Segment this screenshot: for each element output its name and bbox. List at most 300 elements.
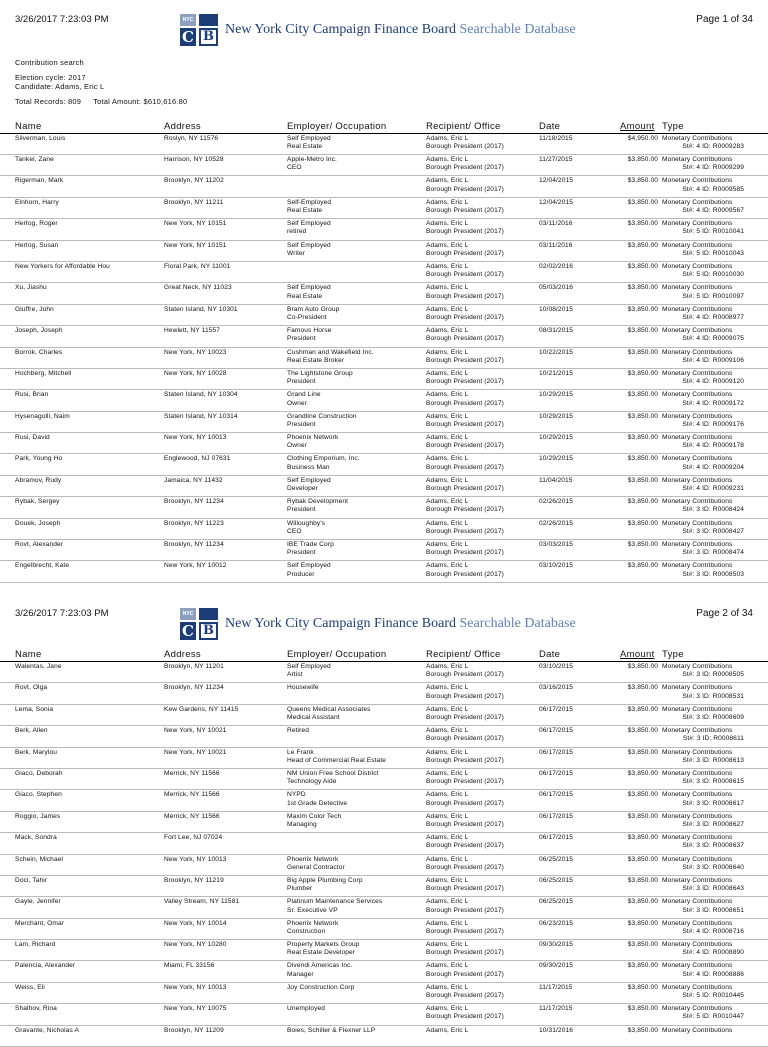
employer-occupation: Phoenix Network Construction <box>287 919 339 935</box>
col-date: Date <box>539 649 561 660</box>
contribution-amount: $3,850.00 <box>627 455 658 463</box>
employer-occupation: Apple-Metro Inc. CEO <box>287 156 337 172</box>
contribution-date: 06/17/2015 <box>539 727 574 735</box>
contribution-date: 10/29/2015 <box>539 455 574 463</box>
recipient-office: Adams, Eric L Borough President (2017) <box>426 327 504 343</box>
contributor-name: Borrok, Charles <box>15 348 63 356</box>
contributor-name: Gayle, Jennifer <box>15 898 61 906</box>
contribution-type: Monetary Contributions St#: 4 ID: R0009299 <box>662 156 762 172</box>
statement-id: St#: 4 ID: R0008890 <box>682 949 744 957</box>
employer-occupation: Self Employed Producer <box>287 562 331 578</box>
contributor-address: Merrick, NY 11566 <box>164 812 220 820</box>
report-page-1 <box>0 14 768 583</box>
statement-id: St#: 5 ID: R0010041 <box>682 228 744 236</box>
contributor-address: Brooklyn, NY 11234 <box>164 684 224 692</box>
recipient-office: Adams, Eric L Borough President (2017) <box>426 541 504 557</box>
contribution-amount: $3,850.00 <box>627 305 658 313</box>
contribution-date: 08/31/2015 <box>539 327 574 335</box>
contributor-name: Gravante, Nicholas A <box>15 1026 79 1034</box>
recipient-office: Adams, Eric L Borough President (2017) <box>426 156 504 172</box>
table-row <box>0 561 768 582</box>
recipient-office: Adams, Eric L Borough President (2017) <box>426 962 504 978</box>
page-number: Page 1 of 34 <box>696 14 753 25</box>
contributor-address: Valley Stream, NY 11581 <box>164 898 240 906</box>
table-row <box>0 412 768 433</box>
table-row <box>0 326 768 347</box>
contribution-amount: $3,850.00 <box>627 541 658 549</box>
contribution-table <box>0 662 768 1047</box>
table-row <box>0 961 768 982</box>
contribution-type: Monetary Contributions St#: 3 ID: R0008615 <box>662 770 762 786</box>
employer-occupation: Property Markets Group Real Estate Developer <box>287 941 360 957</box>
table-row <box>0 748 768 769</box>
table-row <box>0 241 768 262</box>
employer-occupation: Self Employed Real Estate <box>287 134 331 150</box>
contribution-amount: $3,850.00 <box>627 562 658 570</box>
table-row <box>0 497 768 518</box>
employer-occupation: Self Employed Artist <box>287 663 331 679</box>
contribution-date: 02/26/2015 <box>539 519 574 527</box>
statement-id: St#: 4 ID: R0009172 <box>682 399 744 407</box>
contributor-name: Rusi, Brian <box>15 391 49 399</box>
contributor-name: Giaco, Stephen <box>15 791 62 799</box>
contribution-type: Monetary Contributions St#: 4 ID: R0008977 <box>662 306 762 322</box>
contribution-type: Monetary Contributions St#: 4 ID: R0009283 <box>662 135 762 151</box>
contributor-name: Berk, Marylou <box>15 748 57 756</box>
contribution-date: 06/17/2015 <box>539 791 574 799</box>
contribution-amount: $3,850.00 <box>627 434 658 442</box>
contribution-date: 02/26/2015 <box>539 498 574 506</box>
contribution-date: 09/30/2015 <box>539 962 574 970</box>
contributor-name: Rybak, Sergey <box>15 498 60 506</box>
employer-occupation: Self Employed Writer <box>287 241 331 257</box>
col-date: Date <box>539 120 561 132</box>
employer-occupation: Grandline Construction President <box>287 412 357 428</box>
total-amount: Total Amount: $610,616.80 <box>93 96 188 106</box>
contribution-amount: $3,850.00 <box>627 898 658 906</box>
contribution-amount: $3,850.00 <box>627 834 658 842</box>
employer-occupation: Divendi Americas Inc. Manager <box>287 962 353 978</box>
contribution-amount: $3,850.00 <box>627 369 658 377</box>
contribution-date: 03/10/2015 <box>539 562 574 570</box>
column-headers <box>0 120 768 134</box>
employer-occupation: Grand Line Owner <box>287 391 321 407</box>
contribution-date: 10/31/2016 <box>539 1026 574 1034</box>
contributor-name: Giaco, Deborah <box>15 769 63 777</box>
contributor-name: Lam, Richard <box>15 941 56 949</box>
page-header <box>0 608 768 648</box>
cfb-logo-title: New York City Campaign Finance Board Searchable Database <box>225 616 576 631</box>
contribution-date: 10/08/2015 <box>539 305 574 313</box>
recipient-office: Adams, Eric L Borough President (2017) <box>426 898 504 914</box>
contributor-name: Douek, Joseph <box>15 519 61 527</box>
contributor-address: Brooklyn, NY 11234 <box>164 541 224 549</box>
recipient-office: Adams, Eric L Borough President (2017) <box>426 876 504 893</box>
statement-id: St#: 3 ID: R0008615 <box>682 778 744 786</box>
contributor-name: Merchant, Omar <box>15 919 65 927</box>
contribution-amount: $3,850.00 <box>627 791 658 799</box>
contribution-type: Monetary Contributions St#: 4 ID: R0009176 <box>662 413 762 429</box>
contribution-type: Monetary Contributions St#: 3 ID: R0008651 <box>662 898 762 914</box>
contributor-address: Kew Gardens, NY 11415 <box>164 705 239 713</box>
contributor-name: Weiss, Eli <box>15 983 45 991</box>
contribution-table <box>0 134 768 583</box>
contribution-amount: $3,850.00 <box>627 769 658 777</box>
contributor-address: Harrison, NY 10528 <box>164 156 224 163</box>
employer-occupation: Willoughby's CEO <box>287 519 326 535</box>
contribution-type: Monetary Contributions St#: 4 ID: R0008890 <box>662 941 762 957</box>
contribution-date: 06/17/2015 <box>539 748 574 756</box>
employer-occupation: Boies, Schiller & Flexner LLP <box>287 1026 376 1034</box>
contributor-address: New York, NY 10151 <box>164 241 227 249</box>
contribution-amount: $3,850.00 <box>627 941 658 949</box>
contributor-name: Abramov, Rudy <box>15 476 62 484</box>
contributor-address: Brooklyn, NY 11234 <box>164 498 224 506</box>
contribution-amount: $3,850.00 <box>627 198 658 206</box>
table-row <box>0 305 768 326</box>
recipient-office: Adams, Eric L Borough President (2017) <box>426 369 504 386</box>
contribution-type: Monetary Contributions St#: 4 ID: R0009120 <box>662 370 762 386</box>
election-cycle: Election cycle: 2017 <box>15 73 86 83</box>
recipient-office: Adams, Eric L Borough President (2017) <box>426 1005 504 1021</box>
contribution-amount: $3,850.00 <box>627 519 658 527</box>
employer-occupation: Self Employed Real Estate <box>287 284 331 300</box>
contributor-address: New York, NY 10021 <box>164 727 227 735</box>
contribution-amount: $3,850.00 <box>627 241 658 249</box>
contribution-date: 05/03/2016 <box>539 284 574 292</box>
employer-occupation: Housewife <box>287 684 319 692</box>
contribution-date: 06/17/2015 <box>539 812 574 820</box>
employer-occupation: The Lightstone Group President <box>287 369 353 386</box>
contribution-amount: $3,850.00 <box>627 876 658 884</box>
contribution-date: 11/04/2015 <box>539 476 573 484</box>
contributor-address: New York, NY 10012 <box>164 562 227 570</box>
contributor-name: Hysenagolli, Naim <box>15 412 70 420</box>
contributor-address: New York, NY 10014 <box>164 919 227 927</box>
statement-id: St#: 4 ID: R0009075 <box>682 335 744 343</box>
statement-id: St#: 3 ID: R0008424 <box>682 506 744 514</box>
employer-occupation: Le Frank Head of Commercial Real Estate <box>287 748 387 764</box>
table-row <box>0 662 768 683</box>
contributor-name: Joseph, Joseph <box>15 327 63 335</box>
recipient-office: Adams, Eric L Borough President (2017) <box>426 198 504 214</box>
col-address: Address <box>164 649 201 660</box>
statement-id: St#: 5 ID: R0010043 <box>682 249 744 257</box>
col-amount[interactable]: Amount <box>620 649 655 660</box>
contributor-address: Great Neck, NY 11023 <box>164 284 232 292</box>
employer-occupation: Queens Medical Associates Medical Assistant <box>287 705 371 721</box>
contribution-date: 06/25/2015 <box>539 855 574 863</box>
contribution-date: 12/04/2015 <box>539 198 574 206</box>
contribution-date: 03/11/2016 <box>539 220 573 228</box>
contribution-type: Monetary Contributions St#: 4 ID: R0009172 <box>662 391 762 407</box>
contribution-date: 03/16/2015 <box>539 684 574 692</box>
employer-occupation <box>287 177 419 185</box>
statement-id: St#: 4 ID: R0009283 <box>682 142 744 150</box>
contribution-date: 10/29/2015 <box>539 434 574 442</box>
employer-occupation: Cushman and Wakefield Inc. Real Estate Broker <box>287 348 374 364</box>
statement-id: St#: 3 ID: R0008627 <box>682 820 744 828</box>
contributor-address: Staten Island, NY 10304 <box>164 391 238 399</box>
recipient-office: Adams, Eric L Borough President (2017) <box>426 684 504 700</box>
table-row <box>0 519 768 540</box>
employer-occupation <box>287 834 419 842</box>
table-row <box>0 348 768 369</box>
contribution-type: Monetary Contributions St#: 3 ID: R0008474 <box>662 541 762 557</box>
statement-id: St#: 4 ID: R0008886 <box>682 970 744 978</box>
cfb-logo-title: New York City Campaign Finance Board Searchable Database <box>225 22 576 37</box>
col-address: Address <box>164 120 201 132</box>
contribution-amount: $3,850.00 <box>627 284 658 292</box>
contributor-name: Rovt, Alexander <box>15 541 64 549</box>
contribution-date: 06/17/2015 <box>539 834 574 842</box>
contributor-name: Shalhov, Rina <box>15 1005 57 1013</box>
contribution-amount: $3,850.00 <box>627 684 658 692</box>
employer-occupation: Rybak Development President <box>287 498 349 514</box>
contribution-date: 10/29/2015 <box>539 412 574 420</box>
table-row <box>0 983 768 1004</box>
contributor-address: New York, NY 10021 <box>164 748 227 756</box>
contributor-name: Doci, Tahir <box>15 876 48 884</box>
column-headers <box>0 648 768 662</box>
search-meta <box>0 58 768 92</box>
contribution-date: 06/23/2015 <box>539 919 574 927</box>
recipient-office: Adams, Eric L Borough President (2017) <box>426 834 504 850</box>
contributor-address: Brooklyn, NY 11219 <box>164 876 224 884</box>
contribution-amount: $3,850.00 <box>627 412 658 420</box>
contribution-type: Monetary Contributions St#: 5 ID: R0010043 <box>662 242 762 258</box>
cfb-logo-mark: NYC C B <box>180 608 218 640</box>
recipient-office: Adams, Eric L Borough President (2017) <box>426 348 504 364</box>
contribution-type: Monetary Contributions St#: 5 ID: R0010030 <box>662 263 762 279</box>
recipient-office: Adams, Eric L Borough President (2017) <box>426 941 504 957</box>
contribution-date: 10/21/2015 <box>539 369 574 377</box>
employer-occupation: Maxim Color Tech Managing <box>287 812 342 828</box>
table-row <box>0 1004 768 1025</box>
table-row <box>0 940 768 961</box>
employer-occupation: Bram Auto Group Co-President <box>287 305 340 321</box>
contribution-type: Monetary Contributions St#: 4 ID: R0009231 <box>662 477 762 493</box>
contribution-type: Monetary Contributions St#: 5 ID: R0010041 <box>662 220 762 236</box>
cfb-logo <box>180 608 576 640</box>
col-name: Name <box>15 649 42 660</box>
contributor-address: Jamaica, NY 11432 <box>164 476 223 484</box>
statement-id: St#: 3 ID: R0008609 <box>682 713 744 721</box>
employer-occupation: IBE Trade Corp President <box>287 541 334 557</box>
contribution-amount: $3,850.00 <box>627 1026 658 1034</box>
contributor-address: Staten Island, NY 10314 <box>164 412 238 420</box>
contributor-address: Hewlett, NY 11557 <box>164 327 221 335</box>
contributor-address: Englewood, NJ 07631 <box>164 455 231 463</box>
contributor-name: Schein, Michael <box>15 855 64 863</box>
statement-id: St#: 4 ID: R0009106 <box>682 356 744 364</box>
contribution-date: 10/22/2015 <box>539 348 574 356</box>
table-row <box>0 726 768 747</box>
contributor-address: Brooklyn, NY 11223 <box>164 519 224 527</box>
employer-occupation: Unemployed <box>287 1005 326 1013</box>
contributor-name: Rovt, Olga <box>15 684 48 692</box>
recipient-office: Adams, Eric L Borough President (2017) <box>426 262 504 279</box>
contributor-name: Palencia, Alexander <box>15 962 76 970</box>
employer-occupation: Phoenix Network Owner <box>287 434 339 450</box>
statement-id: St#: 4 ID: R0009567 <box>682 206 744 214</box>
statement-id: St#: 3 ID: R0008505 <box>682 671 744 679</box>
contribution-amount: $3,850.00 <box>627 156 658 163</box>
contribution-date: 03/03/2015 <box>539 541 574 549</box>
contribution-amount: $3,850.00 <box>627 476 658 484</box>
contribution-type: Monetary Contributions St#: 4 ID: R0009567 <box>662 199 762 215</box>
contribution-amount: $3,850.00 <box>627 919 658 927</box>
contributor-name: Park, Young Ho <box>15 455 63 463</box>
contribution-type: Monetary Contributions St#: 3 ID: R0008503 <box>662 562 762 578</box>
table-row <box>0 454 768 475</box>
contributor-address: Brooklyn, NY 11202 <box>164 177 224 185</box>
contribution-type: Monetary Contributions St#: 4 ID: R0009075 <box>662 327 762 343</box>
col-amount[interactable]: Amount <box>620 120 655 132</box>
contributor-name: Tankel, Zane <box>15 156 54 163</box>
contributor-name: Silverman, Louis <box>15 134 66 142</box>
recipient-office: Adams, Eric L Borough President (2017) <box>426 663 504 679</box>
statement-id: St#: 3 ID: R0008613 <box>682 756 744 764</box>
contributor-address: New York, NY 10013 <box>164 434 227 442</box>
col-name: Name <box>15 120 42 132</box>
cfb-logo-mark: NYC C B <box>180 14 218 46</box>
employer-occupation: NYPD 1st Grade Detective <box>287 791 348 807</box>
contributor-address: Roslyn, NY 11576 <box>164 134 219 142</box>
totals <box>0 97 768 106</box>
employer-occupation: Big Apple Plumbing Corp Plumber <box>287 876 363 893</box>
contribution-amount: $3,850.00 <box>627 177 658 185</box>
contribution-amount: $3,850.00 <box>627 1005 658 1013</box>
statement-id: St#: 5 ID: R0010445 <box>682 992 744 1000</box>
print-timestamp: 3/26/2017 7:23:03 PM <box>15 608 109 619</box>
statement-id: St#: 5 ID: R0010030 <box>682 271 744 279</box>
page-number: Page 2 of 34 <box>696 608 753 619</box>
contribution-type: Monetary Contributions St#: 3 ID: R0008643 <box>662 877 762 893</box>
contributor-address: Floral Park, NY 11001 <box>164 262 231 270</box>
contributor-address: Brooklyn, NY 11201 <box>164 663 224 670</box>
contributor-address: New York, NY 10280 <box>164 941 227 949</box>
table-row <box>0 369 768 390</box>
statement-id: St#: 3 ID: R0008503 <box>682 570 744 578</box>
employer-occupation: Self Employed Developer <box>287 476 331 493</box>
recipient-office: Adams, Eric L Borough President (2017) <box>426 705 504 721</box>
contributor-name: Engelbrecht, Kate <box>15 562 70 570</box>
statement-id: St#: 4 ID: R0009176 <box>682 420 744 428</box>
contribution-type: Monetary Contributions St#: 3 ID: R0008611 <box>662 727 762 743</box>
table-row <box>0 705 768 726</box>
contribution-amount: $3,850.00 <box>627 348 658 356</box>
cfb-logo <box>180 14 576 46</box>
table-row <box>0 790 768 811</box>
statement-id: St#: 4 ID: R0008716 <box>682 927 744 935</box>
contribution-amount: $3,850.00 <box>627 220 658 228</box>
contribution-date: 03/10/2015 <box>539 663 574 670</box>
employer-occupation: Platinum Maintenance Services Sr. Executive VP <box>287 898 383 914</box>
contribution-type: Monetary Contributions St#: 3 ID: R0008637 <box>662 834 762 850</box>
contribution-date: 12/04/2015 <box>539 177 574 185</box>
page-header <box>0 14 768 54</box>
contributor-name: Rigerman, Mark <box>15 177 64 185</box>
recipient-office: Adams, Eric L Borough President (2017) <box>426 748 504 764</box>
recipient-office: Adams, Eric L Borough President (2017) <box>426 284 504 300</box>
table-row <box>0 683 768 704</box>
contribution-type: Monetary Contributions St#: 5 ID: R0010447 <box>662 1005 762 1021</box>
contribution-date: 11/18/2015 <box>539 134 573 142</box>
contribution-type: Monetary Contributions St#: 3 ID: R0008609 <box>662 706 762 722</box>
recipient-office: Adams, Eric L Borough President (2017) <box>426 434 504 450</box>
table-row <box>0 1026 768 1047</box>
table-row <box>0 876 768 897</box>
contribution-type: Monetary Contributions St#: 4 ID: R0008886 <box>662 962 762 978</box>
contribution-date: 06/17/2015 <box>539 705 574 713</box>
contributor-name: Hertog, Susan <box>15 241 59 249</box>
recipient-office: Adams, Eric L Borough President (2017) <box>426 476 504 493</box>
recipient-office: Adams, Eric L Borough President (2017) <box>426 855 504 871</box>
contribution-type: Monetary Contributions St#: 4 ID: R0009204 <box>662 455 762 471</box>
recipient-office: Adams, Eric L Borough President (2017) <box>426 791 504 807</box>
total-records: Total Records: 809 <box>15 96 82 106</box>
table-row <box>0 134 768 155</box>
table-row <box>0 855 768 876</box>
contribution-date: 06/25/2015 <box>539 898 574 906</box>
col-type: Type <box>662 649 684 660</box>
statement-id: St#: 3 ID: R0008640 <box>682 863 744 871</box>
table-row <box>0 155 768 176</box>
recipient-office: Adams, Eric L Borough President (2017) <box>426 727 504 743</box>
table-row <box>0 219 768 240</box>
employer-occupation: Self-Employed Real Estate <box>287 198 332 214</box>
contributor-name: Walentas, Jane <box>15 663 62 670</box>
contribution-amount: $3,850.00 <box>627 705 658 713</box>
contribution-date: 02/02/2016 <box>539 262 574 270</box>
contributor-address: New York, NY 10013 <box>164 983 227 991</box>
table-row <box>0 769 768 790</box>
contribution-type: Monetary Contributions St#: 4 ID: R0009585 <box>662 177 762 193</box>
table-row <box>0 812 768 833</box>
contributor-address: Brooklyn, NY 11209 <box>164 1026 224 1034</box>
report-page-2 <box>0 608 768 1047</box>
recipient-office: Adams, Eric L Borough President (2017) <box>426 220 504 236</box>
contribution-date: 10/29/2015 <box>539 391 574 399</box>
statement-id: St#: 4 ID: R0009204 <box>682 463 744 471</box>
table-row <box>0 476 768 497</box>
recipient-office: Adams, Eric L <box>426 1026 469 1034</box>
statement-id: St#: 4 ID: R0009178 <box>682 442 744 450</box>
recipient-office: Adams, Eric L Borough President (2017) <box>426 412 504 428</box>
recipient-office: Adams, Eric L Borough President (2017) <box>426 498 504 514</box>
recipient-office: Adams, Eric L Borough President (2017) <box>426 919 504 935</box>
table-row <box>0 176 768 197</box>
contributor-address: Merrick, NY 11566 <box>164 769 220 777</box>
statement-id: St#: 3 ID: R0008651 <box>682 906 744 914</box>
contributor-name: Hochberg, Mitchell <box>15 369 72 377</box>
contribution-type: Monetary Contributions St#: 3 ID: R0008531 <box>662 684 762 700</box>
contributor-name: Einhorn, Harry <box>15 198 59 206</box>
employer-occupation: Retired <box>287 727 309 735</box>
table-row <box>0 833 768 854</box>
contributor-name: Roggio, James <box>15 812 61 820</box>
contribution-amount: $3,850.00 <box>627 391 658 399</box>
contribution-amount: $4,950.00 <box>627 134 658 142</box>
statement-id: St#: 3 ID: R0008611 <box>682 735 744 743</box>
contribution-type: Monetary Contributions St#: 5 ID: R0010445 <box>662 984 762 1000</box>
contribution-type: Monetary Contributions St#: 4 ID: R0009178 <box>662 434 762 450</box>
contribution-type: Monetary Contributions St#: 3 ID: R0008505 <box>662 663 762 679</box>
employer-occupation: NM Union Free School District Technology Aide <box>287 769 379 786</box>
table-row <box>0 433 768 454</box>
recipient-office: Adams, Eric L Borough President (2017) <box>426 455 504 471</box>
